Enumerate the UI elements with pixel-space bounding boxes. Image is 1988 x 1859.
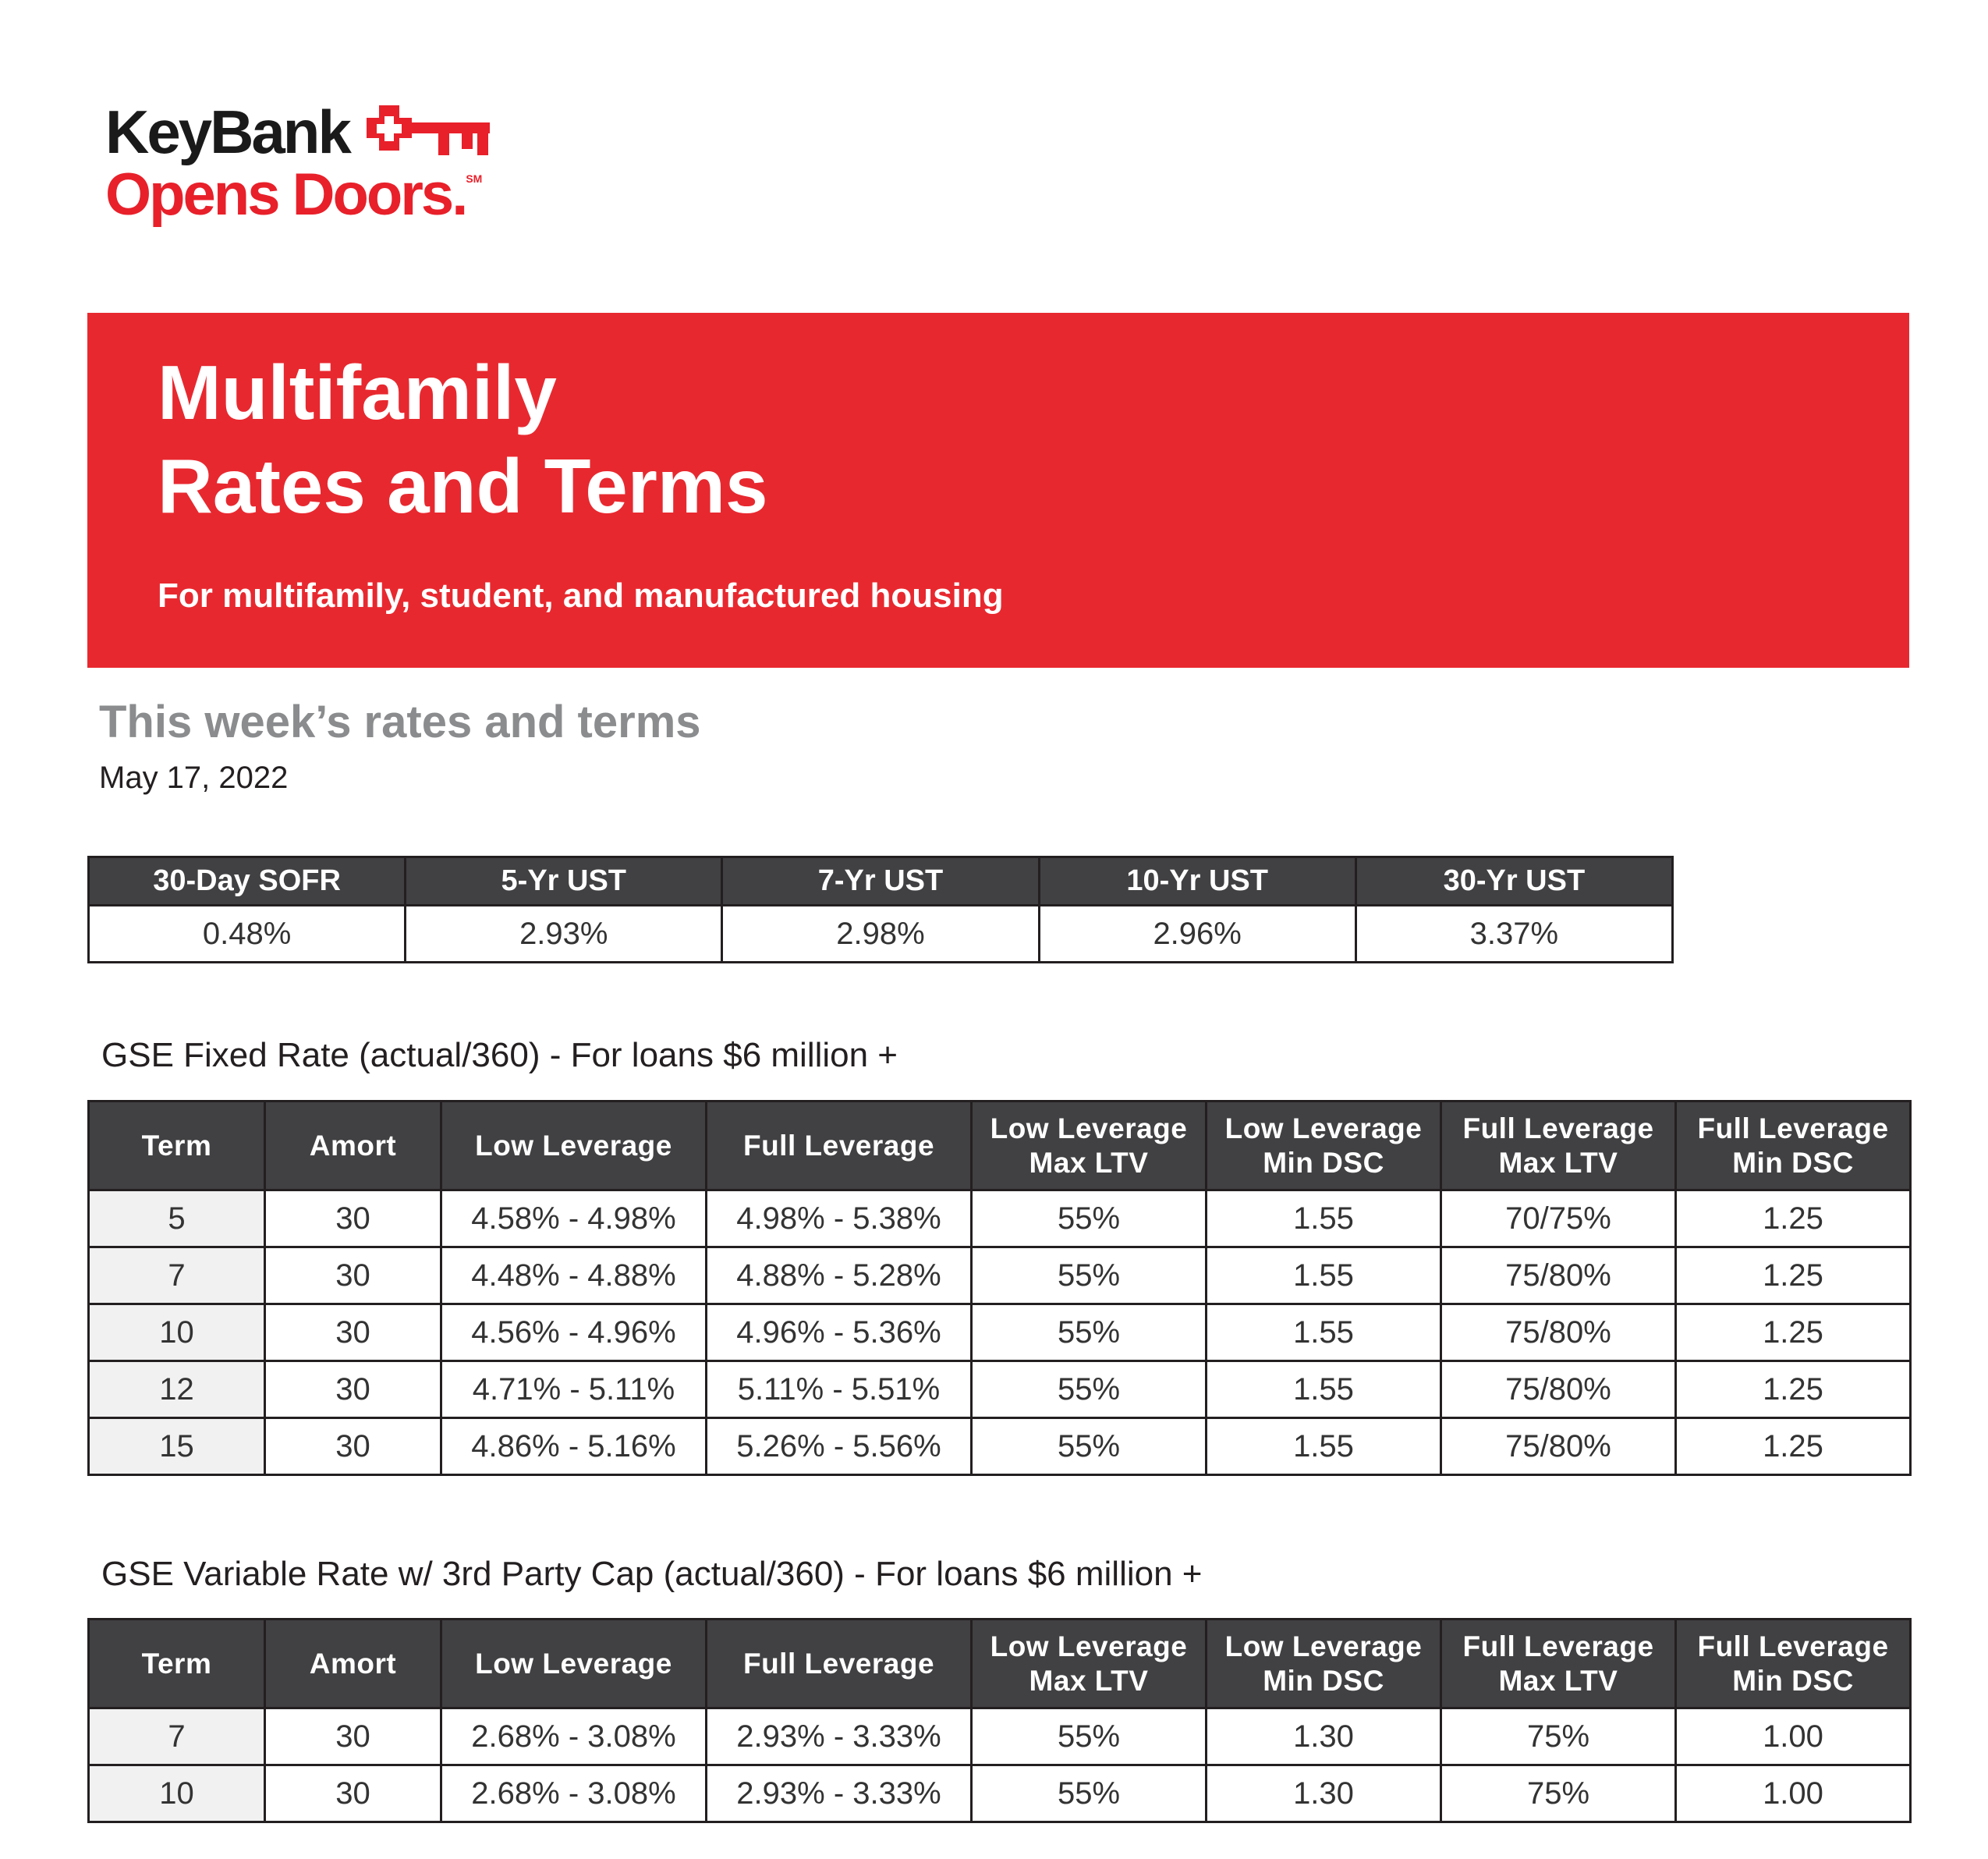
variable-column-header-line: Full Leverage [742, 1647, 935, 1680]
term-cell: 10 [89, 1304, 265, 1361]
table-cell: 4.98% - 5.38% [707, 1190, 972, 1247]
table-row [89, 1190, 1911, 1247]
table-cell: 5.26% - 5.56% [707, 1418, 972, 1475]
table-cell: 1.25 [1676, 1247, 1911, 1304]
fixed-column-header [972, 1102, 1207, 1190]
variable-column-header-line: Low Leverage [475, 1647, 672, 1680]
table-cell: 4.58% - 4.98% [441, 1190, 707, 1247]
index-rate-value: 3.37% [1355, 906, 1672, 963]
variable-column-header [1676, 1620, 1911, 1708]
fixed-column-header-line: Full Leverage [1462, 1112, 1654, 1144]
fixed-column-header [1207, 1102, 1441, 1190]
fixed-column-header-line: Min DSC [1263, 1146, 1384, 1179]
table-cell: 1.30 [1207, 1708, 1441, 1765]
variable-column-header [972, 1620, 1207, 1708]
table-cell: 5.11% - 5.51% [707, 1361, 972, 1418]
fixed-column-header-line: Min DSC [1732, 1146, 1854, 1179]
variable-column-header [89, 1620, 265, 1708]
table-cell: 55% [972, 1361, 1207, 1418]
fixed-column-header-line: Max LTV [1029, 1146, 1149, 1179]
table-cell: 1.00 [1676, 1708, 1911, 1765]
table-cell: 75% [1441, 1765, 1676, 1822]
table-cell: 30 [265, 1190, 441, 1247]
fixed-column-header [707, 1102, 972, 1190]
table-cell: 70/75% [1441, 1190, 1676, 1247]
term-cell: 10 [89, 1765, 265, 1822]
fixed-column-header-line: Amort [309, 1129, 397, 1162]
table-cell: 55% [972, 1708, 1207, 1765]
index-rates-header-row [89, 857, 1673, 906]
index-rate-value: 2.98% [722, 906, 1039, 963]
term-cell: 7 [89, 1247, 265, 1304]
variable-rate-section-title: GSE Variable Rate w/ 3rd Party Cap (actual/360) - For loans $6 million + [101, 1555, 1203, 1593]
index-rate-value: 0.48% [89, 906, 406, 963]
logo-tagline-text: Opens Doors. [105, 161, 466, 228]
index-rate-header: 5-Yr UST [406, 857, 722, 906]
table-cell: 30 [265, 1418, 441, 1475]
table-row [89, 1708, 1911, 1765]
table-row [89, 1361, 1911, 1418]
variable-column-header-line: Low Leverage [1224, 1630, 1423, 1662]
table-cell: 2.68% - 3.08% [441, 1765, 707, 1822]
fixed-column-header-line: Low Leverage [990, 1112, 1188, 1144]
fixed-rate-section-title: GSE Fixed Rate (actual/360) - For loans $6 million + [101, 1036, 898, 1074]
table-cell: 1.25 [1676, 1361, 1911, 1418]
table-cell: 75/80% [1441, 1418, 1676, 1475]
term-cell: 15 [89, 1418, 265, 1475]
week-heading: This week’s rates and terms [99, 697, 701, 747]
fixed-column-header-line: Low Leverage [475, 1129, 672, 1162]
fixed-column-header-line: Low Leverage [1224, 1112, 1423, 1144]
variable-column-header-line: Min DSC [1732, 1664, 1854, 1697]
table-cell: 75/80% [1441, 1361, 1676, 1418]
logo-tagline [105, 161, 493, 228]
term-cell: 12 [89, 1361, 265, 1418]
variable-column-header-line: Min DSC [1263, 1664, 1384, 1697]
table-cell: 4.86% - 5.16% [441, 1418, 707, 1475]
table-cell: 30 [265, 1361, 441, 1418]
variable-column-header-line: Full Leverage [1462, 1630, 1654, 1662]
table-cell: 1.30 [1207, 1765, 1441, 1822]
index-rate-header: 30-Yr UST [1355, 857, 1672, 906]
variable-column-header-line: Max LTV [1029, 1664, 1149, 1697]
variable-column-header [1441, 1620, 1676, 1708]
fixed-column-header [89, 1102, 265, 1190]
variable-column-header [1207, 1620, 1441, 1708]
table-cell: 55% [972, 1247, 1207, 1304]
variable-column-header-line: Full Leverage [1697, 1630, 1889, 1662]
table-row [89, 1304, 1911, 1361]
table-cell: 30 [265, 1247, 441, 1304]
variable-rate-header-row [89, 1620, 1911, 1708]
fixed-column-header [441, 1102, 707, 1190]
index-rate-value: 2.93% [406, 906, 722, 963]
table-cell: 4.48% - 4.88% [441, 1247, 707, 1304]
term-cell: 7 [89, 1708, 265, 1765]
fixed-column-header-line: Max LTV [1498, 1146, 1618, 1179]
table-cell: 30 [265, 1304, 441, 1361]
logo-brand-text: KeyBank [105, 98, 349, 166]
table-cell: 2.93% - 3.33% [707, 1765, 972, 1822]
keybank-key-icon [360, 102, 493, 161]
index-rates-table [87, 856, 1674, 963]
index-rate-header: 7-Yr UST [722, 857, 1039, 906]
table-row [89, 1765, 1911, 1822]
banner-title [158, 346, 767, 533]
variable-column-header [441, 1620, 707, 1708]
fixed-column-header-line: Full Leverage [742, 1129, 935, 1162]
table-cell: 55% [972, 1765, 1207, 1822]
table-cell: 75/80% [1441, 1304, 1676, 1361]
logo-top-line [105, 98, 493, 166]
table-cell: 1.25 [1676, 1190, 1911, 1247]
variable-column-header-line: Low Leverage [990, 1630, 1188, 1662]
table-cell: 75% [1441, 1708, 1676, 1765]
table-cell: 55% [972, 1418, 1207, 1475]
banner-title-line1: Multifamily [158, 349, 557, 435]
table-cell: 2.68% - 3.08% [441, 1708, 707, 1765]
table-cell: 1.55 [1207, 1361, 1441, 1418]
table-cell: 1.25 [1676, 1304, 1911, 1361]
table-cell: 1.55 [1207, 1247, 1441, 1304]
term-cell: 5 [89, 1190, 265, 1247]
table-cell: 4.71% - 5.11% [441, 1361, 707, 1418]
table-cell: 1.55 [1207, 1190, 1441, 1247]
table-cell: 75/80% [1441, 1247, 1676, 1304]
banner-subtitle: For multifamily, student, and manufactured housing [158, 577, 1004, 615]
fixed-column-header [265, 1102, 441, 1190]
variable-column-header [265, 1620, 441, 1708]
variable-rate-table [87, 1618, 1912, 1823]
table-cell: 55% [972, 1190, 1207, 1247]
variable-column-header-line: Max LTV [1498, 1664, 1618, 1697]
table-cell: 1.25 [1676, 1418, 1911, 1475]
index-rates-value-row [89, 906, 1673, 963]
logo-service-mark: SM [466, 172, 483, 185]
variable-column-header [707, 1620, 972, 1708]
index-rate-header: 10-Yr UST [1039, 857, 1355, 906]
keybank-logo [105, 98, 493, 228]
fixed-column-header-line: Term [141, 1129, 212, 1162]
index-rate-header: 30-Day SOFR [89, 857, 406, 906]
fixed-column-header-line: Full Leverage [1697, 1112, 1889, 1144]
variable-column-header-line: Amort [309, 1647, 397, 1680]
table-cell: 2.93% - 3.33% [707, 1708, 972, 1765]
index-rate-value: 2.96% [1039, 906, 1355, 963]
table-cell: 1.55 [1207, 1304, 1441, 1361]
banner-title-line2: Rates and Terms [158, 443, 768, 529]
week-date: May 17, 2022 [99, 761, 289, 795]
table-cell: 1.55 [1207, 1418, 1441, 1475]
table-row [89, 1418, 1911, 1475]
fixed-rate-table [87, 1100, 1912, 1476]
table-row [89, 1247, 1911, 1304]
table-cell: 1.00 [1676, 1765, 1911, 1822]
table-cell: 4.88% - 5.28% [707, 1247, 972, 1304]
table-cell: 30 [265, 1765, 441, 1822]
table-cell: 55% [972, 1304, 1207, 1361]
table-cell: 4.56% - 4.96% [441, 1304, 707, 1361]
variable-column-header-line: Term [141, 1647, 212, 1680]
table-cell: 30 [265, 1708, 441, 1765]
table-cell: 4.96% - 5.36% [707, 1304, 972, 1361]
fixed-rate-header-row [89, 1102, 1911, 1190]
fixed-column-header [1441, 1102, 1676, 1190]
title-banner [87, 313, 1909, 668]
fixed-column-header [1676, 1102, 1911, 1190]
